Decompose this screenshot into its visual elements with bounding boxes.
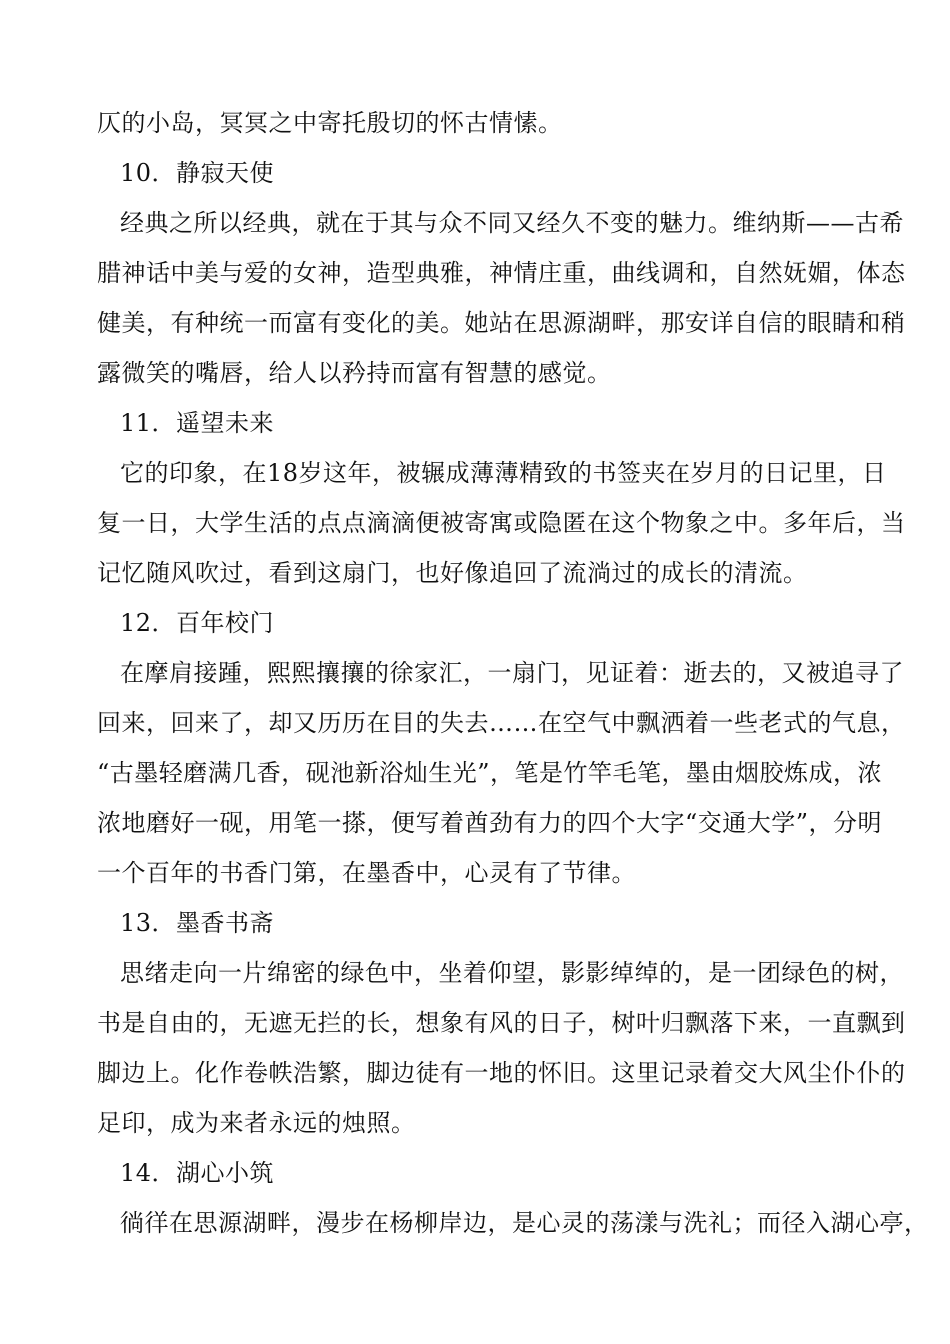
paragraph-line: 书是自由的，无遮无拦的长，想象有风的日子，树叶归飘落下来，一直飘到 [97, 1009, 906, 1037]
paragraph-line: 仄的小岛，冥冥之中寄托殷切的怀古情愫。 [97, 109, 563, 137]
paragraph-line: 足印，成为来者永远的烛照。 [97, 1109, 416, 1137]
paragraph-line: 徜徉在思源湖畔，漫步在杨柳岸边，是心灵的荡漾与洗礼；而径入湖心亭， [120, 1209, 929, 1237]
paragraph-line: 浓地磨好一砚，用笔一搽，便写着酋劲有力的四个大字“交通大学”，分明 [97, 809, 883, 837]
paragraph-line: 露微笑的嘴唇，给人以矜持而富有智慧的感觉。 [97, 359, 612, 387]
paragraph-line: 脚边上。化作卷帙浩繁，脚边徒有一地的怀旧。这里记录着交大风尘仆仆的 [97, 1059, 906, 1087]
paragraph-line: 一个百年的书香门第，在墨香中，心灵有了节律。 [97, 859, 636, 887]
section-heading: 13．墨香书斋 [120, 909, 275, 937]
paragraph-line: 复一日，大学生活的点点滴滴便被寄寓或隐匿在这个物象之中。多年后，当 [97, 509, 906, 537]
paragraph-line: 它的印象，在18岁这年，被辗成薄薄精致的书签夹在岁月的日记里，日 [120, 459, 887, 487]
paragraph-line: 健美，有种统一而富有变化的美。她站在思源湖畔，那安详自信的眼睛和稍 [97, 309, 906, 337]
paragraph-line: 记忆随风吹过，看到这扇门，也好像追回了流淌过的成长的清流。 [97, 559, 808, 587]
paragraph-line: 经典之所以经典，就在于其与众不同又经久不变的魅力。维纳斯——古希 [120, 209, 904, 237]
paragraph-line: 回来，回来了，却又历历在目的失去……在空气中飘洒着一些老式的气息， [97, 709, 906, 737]
section-heading: 12．百年校门 [120, 609, 275, 637]
section-heading: 11．遥望未来 [120, 409, 275, 437]
paragraph-line: 思绪走向一片绵密的绿色中，坐着仰望，影影绰绰的，是一团绿色的树， [120, 959, 904, 987]
paragraph-line: “古墨轻磨满几香，砚池新浴灿生光”，笔是竹竿毛笔，墨由烟胶炼成，浓 [97, 759, 883, 787]
section-heading: 14．湖心小筑 [120, 1159, 275, 1187]
section-heading: 10．静寂天使 [120, 159, 275, 187]
paragraph-line: 腊神话中美与爱的女神，造型典雅，神情庄重，曲线调和，自然妩媚，体态 [97, 259, 906, 287]
paragraph-line: 在摩肩接踵，熙熙攘攘的徐家汇，一扇门，见证着：逝去的，又被追寻了 [120, 659, 904, 687]
